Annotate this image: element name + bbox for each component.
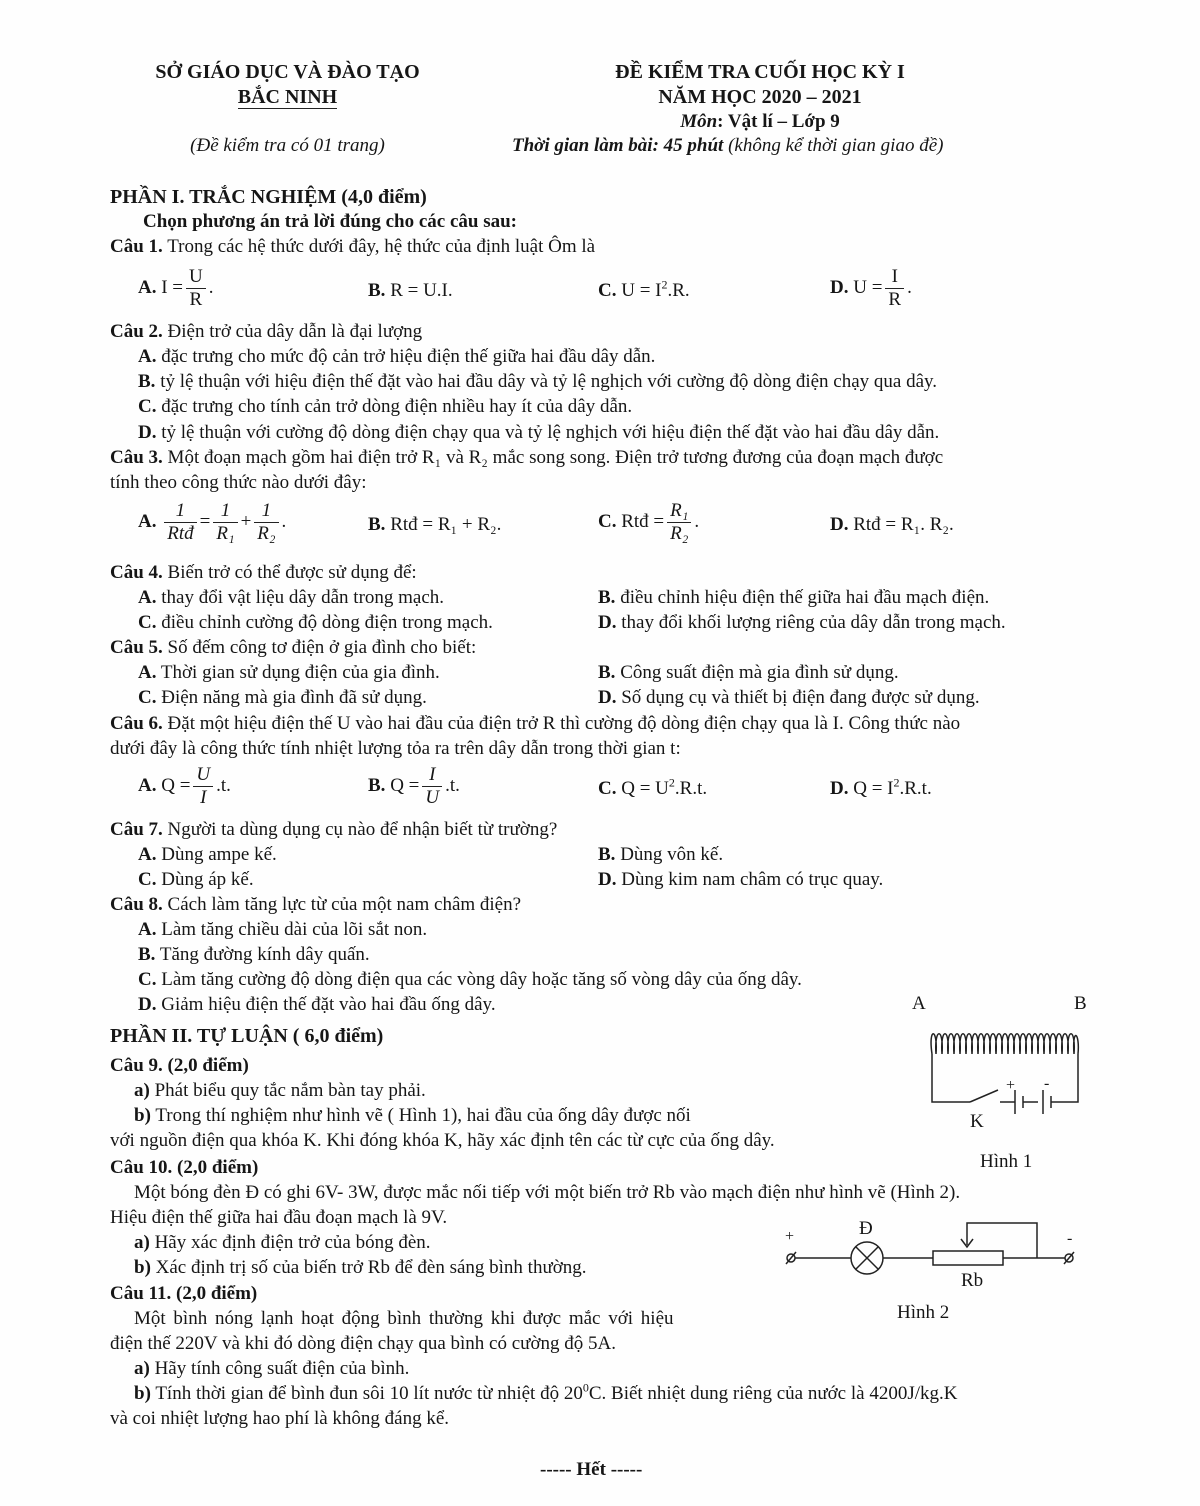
fig1-plus-sign: + [1006, 1077, 1016, 1094]
q2-option-a[interactable]: A. đặc trưng cho mức độ cản trở hiệu điện thế giữa hai đầu dây dẫn. [138, 346, 656, 367]
fig1-label-k: K [970, 1111, 984, 1132]
q5-option-d[interactable]: D. Số dụng cụ và thiết bị điện đang được sử dụng. [598, 687, 980, 708]
exam-title: ĐỀ KIỂM TRA CUỐI HỌC KỲ I [615, 61, 905, 83]
q3-option-d[interactable]: D. Rtđ = R₁. R₂. [830, 514, 954, 535]
question-10-text: Một bóng đèn Đ có ghi 6V- 3W, được mắc nối tiếp với một biến trở Rb vào mạch điện như hình vẽ (Hình 2). [134, 1182, 961, 1203]
q4-option-b[interactable]: B. điều chỉnh hiệu điện thế giữa hai đầu mạch điện. [598, 587, 990, 608]
question-3-cont: tính theo công thức nào dưới đây: [110, 472, 367, 493]
q9-part-a: a) Phát biểu quy tắc nắm bàn tay phải. [134, 1080, 426, 1101]
question-3: Câu 3. Một đoạn mạch gồm hai điện trở R₁ và R₂ mắc song song. Điện trở tương đương của đoạn mạch được [110, 447, 944, 468]
question-11-text: Một bình nóng lạnh hoạt động bình thường khi được mắc với hiệu [134, 1308, 674, 1329]
q6-option-d[interactable]: D. $Q = I^2.R.t$. [830, 775, 932, 799]
q3-option-c[interactable]: C. Rtđ = $\frac{\text{R₁}}{\text{R₂}}$ . [598, 500, 700, 544]
question-1: Câu 1. Trong các hệ thức dưới đây, hệ thức của định luật Ôm là [110, 236, 596, 257]
q8-option-d[interactable]: D. Giảm hiệu điện thế đặt vào hai đầu ống dây. [138, 994, 496, 1015]
q10-part-a: a) Hãy xác định điện trở của bóng đèn. [134, 1232, 431, 1253]
q11-part-a: a) Hãy tính công suất điện của bình. [134, 1358, 410, 1379]
question-9: Câu 9. (2,0 điểm) [110, 1055, 249, 1076]
question-8: Câu 8. Cách làm tăng lực từ của một nam châm điện? [110, 894, 522, 915]
q6-option-a[interactable]: A. Q = $\frac{U}{I}$ .t. [138, 764, 231, 808]
question-11-cont: điện thế 220V và khi đó dòng điện chạy qua bình có cường độ 5A. [110, 1333, 616, 1354]
page-count-note: (Đề kiểm tra có 01 trang) [190, 135, 385, 156]
q9-part-b: b) Trong thí nghiệm như hình vẽ ( Hình 1), hai đầu của ống dây được nối [134, 1105, 691, 1126]
fig2-plus-sign: + [785, 1228, 795, 1245]
question-11: Câu 11. (2,0 điểm) [110, 1283, 258, 1304]
q9-part-b-cont: với nguồn điện qua khóa K. Khi đóng khóa K, hãy xác định tên các từ cực của ống dây. [110, 1130, 775, 1151]
fig2-minus-sign: - [1067, 1230, 1073, 1247]
province-name: BẮC NINH [237, 86, 338, 108]
q6-option-b[interactable]: B. Q = $\frac{I}{U}$ .t. [368, 764, 460, 808]
q11-part-b-cont: và coi nhiệt lượng hao phí là không đáng kể. [110, 1408, 450, 1429]
question-4: Câu 4. Biến trở có thể được sử dụng để: [110, 562, 417, 583]
fig1-caption: Hình 1 [980, 1151, 1033, 1172]
q7-option-b[interactable]: B. Dùng vôn kế. [598, 844, 724, 865]
q4-option-d[interactable]: D. thay đổi khối lượng riêng của dây dẫn trong mạch. [598, 612, 1006, 633]
q3-option-b[interactable]: B. Rtđ = R₁ + R₂. [368, 514, 502, 535]
q8-option-b[interactable]: B. Tăng đường kính dây quấn. [138, 944, 370, 965]
question-7: Câu 7. Người ta dùng dụng cụ nào để nhận biết từ trường? [110, 819, 558, 840]
q4-option-c[interactable]: C. điều chỉnh cường độ dòng điện trong mạch. [138, 612, 493, 633]
time-line: Thời gian làm bài: 45 phút (không kể thời gian giao đề) [512, 135, 944, 156]
question-6-cont: dưới đây là công thức tính nhiệt lượng tỏa ra trên dây dẫn trong thời gian t: [110, 738, 681, 759]
question-10: Câu 10. (2,0 điểm) [110, 1157, 259, 1178]
question-2: Câu 2. Điện trở của dây dẫn là đại lượng [110, 321, 423, 342]
q1-option-b[interactable]: B. R = U.I. [368, 280, 453, 301]
part1-title: PHẦN I. TRẮC NGHIỆM (4,0 điểm) [110, 186, 427, 208]
fig1-label-b: B [1074, 993, 1087, 1014]
fig2-caption: Hình 2 [897, 1302, 950, 1323]
q8-option-c[interactable]: C. Làm tăng cường độ dòng điện qua các vòng dây hoặc tăng số vòng dây của ống dây. [138, 969, 802, 990]
q7-option-c[interactable]: C. Dùng áp kế. [138, 869, 254, 890]
q2-option-d[interactable]: D. tỷ lệ thuận với cường độ dòng điện chạy qua và tỷ lệ nghịch với hiệu điện thế đặt vào hai đầu dây dẫn. [138, 422, 940, 443]
question-10-cont: Hiệu điện thế giữa hai đầu đoạn mạch là 9V. [110, 1207, 448, 1228]
q1-option-d[interactable]: D. U = $\frac{I}{R}$ . [830, 266, 912, 310]
school-year: NĂM HỌC 2020 – 2021 [658, 86, 862, 108]
fig2-lamp-label: Đ [859, 1218, 873, 1239]
q7-option-a[interactable]: A. Dùng ampe kế. [138, 844, 277, 865]
part1-instruction: Chọn phương án trả lời đúng cho các câu sau: [143, 211, 517, 232]
subject-line: Môn: Vật lí – Lớp 9 [680, 111, 840, 132]
q11-part-b: b) Tính thời gian để bình đun sôi 10 lít nước từ nhiệt độ $20^0C$. Biết nhiệt dung riêng của nước là 4200J/kg.K [134, 1380, 958, 1404]
fig1-minus-sign: - [1044, 1075, 1050, 1092]
fig2-rheostat-label: Rb [961, 1270, 984, 1291]
q1-option-a[interactable]: A. I = $\frac{U}{R}$ . [138, 266, 214, 310]
question-6: Câu 6. Đặt một hiệu điện thế U vào hai đầu của điện trở R thì cường độ dòng điện chạy qua là I. Công thức nào [110, 713, 961, 734]
department-name: SỞ GIÁO DỤC VÀ ĐÀO TẠO [155, 61, 420, 83]
q3-option-a[interactable]: A. $\frac{1}{\text{Rtđ}}$ = $\frac{1}{\text{R₁}}$ + $\frac{1}{\text{R₂}}$ . [138, 500, 287, 544]
fig1-label-a: A [912, 993, 926, 1014]
q7-option-d[interactable]: D. Dùng kim nam châm có trục quay. [598, 869, 884, 890]
q5-option-b[interactable]: B. Công suất điện mà gia đình sử dụng. [598, 662, 899, 683]
q5-option-c[interactable]: C. Điện năng mà gia đình đã sử dụng. [138, 687, 427, 708]
q5-option-a[interactable]: A. Thời gian sử dụng điện của gia đình. [138, 662, 440, 683]
q8-option-a[interactable]: A. Làm tăng chiều dài của lõi sắt non. [138, 919, 428, 940]
q2-option-c[interactable]: C. đặc trưng cho tính cản trở dòng điện nhiều hay ít của dây dẫn. [138, 396, 633, 417]
part2-title: PHẦN II. TỰ LUẬN ( 6,0 điểm) [110, 1025, 384, 1047]
end-marker: ----- Hết ----- [540, 1459, 643, 1480]
q10-part-b: b) Xác định trị số của biến trở Rb để đèn sáng bình thường. [134, 1257, 587, 1278]
q2-option-b[interactable]: B. tỷ lệ thuận với hiệu điện thế đặt vào hai đầu dây và tỷ lệ nghịch với cường độ dòng điện chạy qua dây. [138, 371, 938, 392]
question-5: Câu 5. Số đếm công tơ điện ở gia đình cho biết: [110, 637, 477, 658]
q6-option-c[interactable]: C. $Q = U^2.R.t$. [598, 775, 708, 799]
figure-2 [775, 1215, 1090, 1330]
figure-1 [900, 992, 1100, 1182]
q4-option-a[interactable]: A. thay đổi vật liệu dây dẫn trong mạch. [138, 587, 445, 608]
q1-option-c[interactable]: C. $U = I^2.R$. [598, 277, 690, 301]
